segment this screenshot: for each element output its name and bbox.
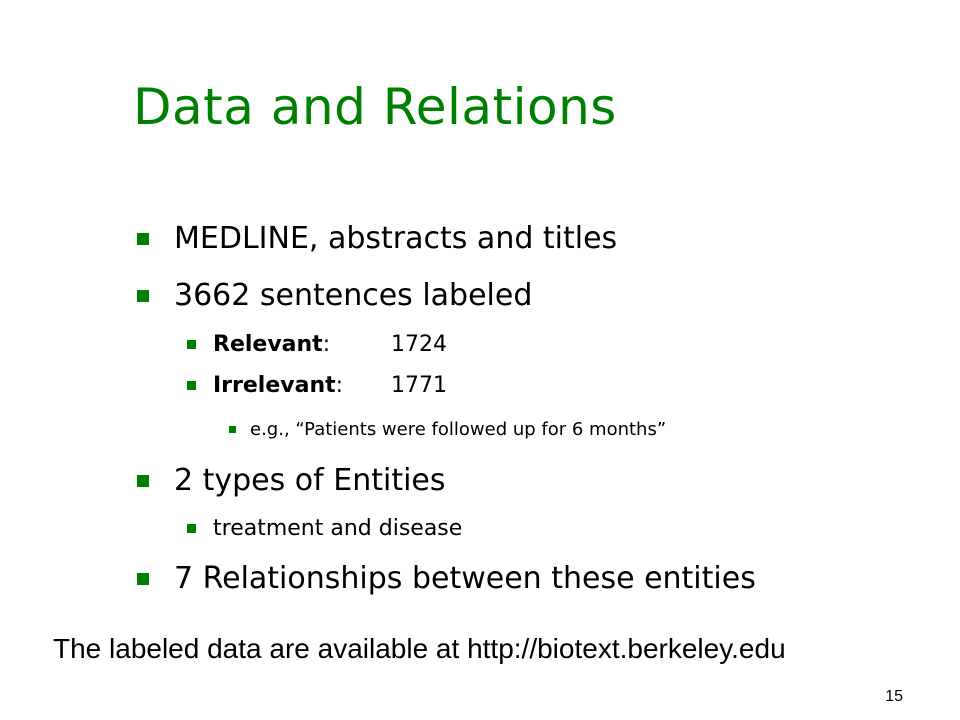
bullet-text: 2 types of Entities (174, 463, 446, 498)
example-text: e.g., “Patients were followed up for 6 months” (250, 419, 667, 440)
bullet-square (137, 573, 149, 585)
bullet-treatment-disease (187, 516, 462, 541)
bullet-text: treatment and disease (213, 516, 463, 541)
bullet-text: MEDLINE, abstracts and titles (174, 221, 618, 256)
bullet-square (229, 426, 236, 433)
bullet-example (229, 419, 666, 440)
relevant-label: Relevant (213, 332, 323, 357)
bullet-relationships (137, 561, 756, 596)
bullet-entity-types (137, 463, 446, 498)
bullet-square (137, 475, 149, 487)
irrelevant-label: Irrelevant (213, 373, 336, 398)
bullet-square (137, 233, 149, 245)
bullet-square (187, 381, 196, 390)
bullet-text: 7 Relationships between these entities (174, 561, 756, 596)
bullet-medline (137, 221, 617, 256)
bullet-square (187, 340, 196, 349)
footer-note: The labeled data are available at http://biotext.berkeley.edu (53, 633, 786, 664)
bullet-relevant (187, 332, 330, 357)
bullet-irrelevant (187, 373, 343, 398)
irrelevant-value: 1771 (391, 373, 447, 398)
relevant-colon: : (322, 332, 331, 357)
slide-title: Data and Relations (133, 78, 617, 136)
irrelevant-colon: : (335, 373, 344, 398)
relevant-value: 1724 (391, 332, 447, 357)
bullet-text: 3662 sentences labeled (174, 278, 533, 313)
bullet-square (137, 290, 149, 302)
page-number: 15 (885, 688, 903, 705)
bullet-sentences-labeled (137, 278, 532, 313)
bullet-square (187, 524, 196, 533)
